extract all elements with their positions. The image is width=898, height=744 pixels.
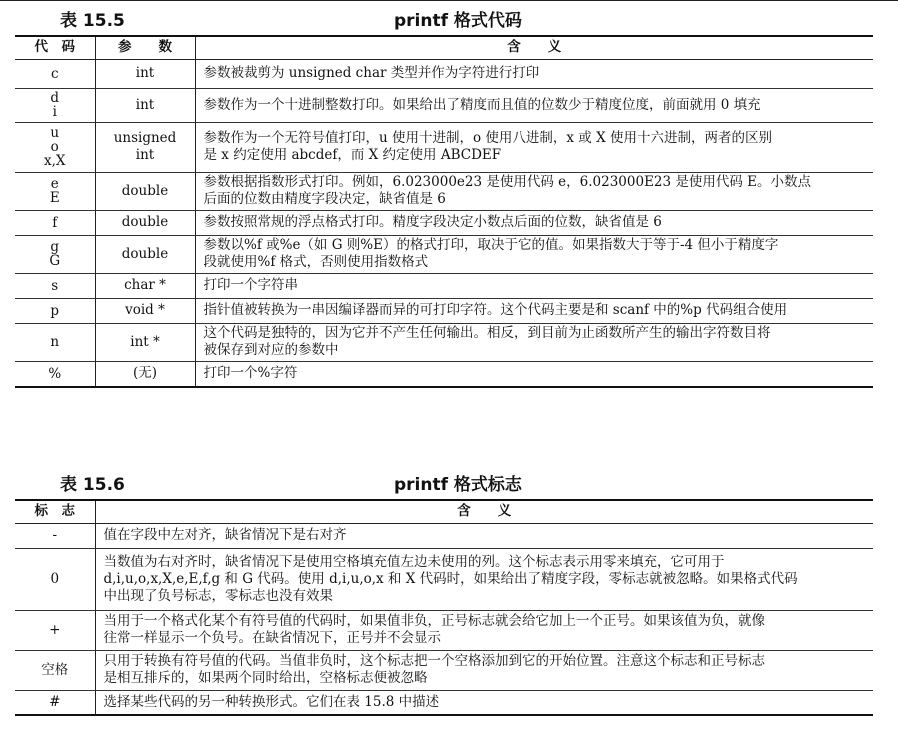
meaning-line: 段就使用%f 格式，否则使用指数格式 <box>203 254 429 270</box>
format-code: e <box>50 176 59 192</box>
format-code: G <box>49 253 61 269</box>
meaning-cell <box>95 523 873 548</box>
meaning-cell <box>195 122 873 172</box>
meaning-line: 选择某些代码的另一种转换形式。它们在表 15.8 中描述 <box>103 693 440 710</box>
table-row <box>15 210 873 235</box>
flag-cell: # <box>15 690 95 715</box>
header-code: 代 码 <box>15 36 95 59</box>
table-row <box>15 361 873 387</box>
meaning-cell <box>195 273 873 298</box>
meaning-line: 参数作为一个十进制整数打印。如果给出了精度而且值的位数少于精度位度，前面就用 0 填充 <box>203 96 761 113</box>
format-code: d <box>50 90 60 106</box>
arg-type-cell: (无) <box>95 361 195 387</box>
code-cell <box>15 298 95 323</box>
meaning-line: 后面的位数由精度字段决定，缺省值是 6 <box>203 191 446 207</box>
flag-cell: + <box>15 610 95 650</box>
code-cell <box>15 172 95 210</box>
header-arg: 参 数 <box>95 36 195 59</box>
table2-title: printf 格式标志 <box>394 475 522 495</box>
header-meaning: 含 义 <box>507 39 562 56</box>
header-flag: 标 志 <box>15 500 95 523</box>
table-row <box>15 172 873 210</box>
table2-header-row <box>15 500 873 523</box>
arg-type-cell: double <box>95 172 195 210</box>
format-code: % <box>48 365 62 382</box>
meaning-line: 参数以%f 或%e（如 G 则%E）的格式打印，取决于它的值。如果指数大于等于-4 但小于精度字 <box>203 237 779 253</box>
meaning-line: 指针值被转换为一串因编译器而异的可打印字符。这个代码主要是和 scanf 中的%p 代码组合使用 <box>203 302 788 318</box>
table-row <box>15 323 873 361</box>
meaning-cell <box>195 88 873 122</box>
meaning-line: 打印一个字符串 <box>203 277 298 293</box>
meaning-line: 往常一样显示一个负号。在缺省情况下，正号并不会显示 <box>103 630 441 646</box>
printf-format-codes-table <box>15 35 873 388</box>
meaning-line: 只用于转换有符号值的代码。当值非负时，这个标志把一个空格添加到它的开始位置。注意这个标志和正号标志 <box>103 653 765 669</box>
meaning-line: 这个代码是独特的，因为它并不产生任何输出。相反，到目前为止函数所产生的输出字符数目将 <box>203 325 771 341</box>
meaning-line: 参数按照常规的浮点格式打印。精度字段决定小数点后面的位数，缺省值是 6 <box>203 214 662 230</box>
table1-header-row <box>15 36 873 59</box>
format-code: i <box>52 104 57 120</box>
meaning-cell <box>95 650 873 690</box>
meaning-cell <box>195 298 873 323</box>
flag-cell: 0 <box>15 548 95 610</box>
table-row <box>15 273 873 298</box>
table2-number: 表 15.6 <box>60 475 125 495</box>
table-row <box>15 610 873 650</box>
table-row <box>15 88 873 122</box>
meaning-cell <box>95 690 873 715</box>
table-row <box>15 235 873 273</box>
format-code: n <box>50 334 60 350</box>
table1-title: printf 格式代码 <box>394 11 522 31</box>
arg-type-cell: char * <box>95 273 195 298</box>
meaning-line: 值在字段中左对齐，缺省情况下是右对齐 <box>103 527 347 543</box>
table-row <box>15 690 873 715</box>
header-meaning: 含 义 <box>457 503 512 520</box>
flag-cell: 空格 <box>15 650 95 690</box>
table-row <box>15 548 873 610</box>
arg-type-cell: int <box>95 59 195 88</box>
arg-type-cell: double <box>95 210 195 235</box>
code-cell <box>15 361 95 387</box>
table-row <box>15 650 873 690</box>
format-code: x,X <box>43 153 66 169</box>
arg-type-cell: int * <box>95 323 195 361</box>
meaning-line: d,i,u,o,x,X,e,E,f,g 和 G 代码。使用 d,i,u,o,x 和 X 代码时，如果给出了精度字段，零标志就被忽略。如果格式代码 <box>103 570 798 587</box>
arg-type-cell: int <box>95 88 195 122</box>
table-row <box>15 523 873 548</box>
meaning-cell <box>195 59 873 88</box>
format-code: E <box>49 190 60 206</box>
code-cell <box>15 59 95 88</box>
meaning-line: 是相互排斥的，如果两个同时给出，空格标志便被忽略 <box>103 670 428 686</box>
format-code: c <box>50 65 59 82</box>
meaning-line: 当用于一个格式化某个有符号值的代码时，如果值非负，正号标志就会给它加上一个正号。如果该值为负，就像 <box>103 613 765 629</box>
format-code: o <box>50 139 59 155</box>
meaning-cell <box>195 235 873 273</box>
meaning-line: 参数被裁剪为 unsigned char 类型并作为字符进行打印 <box>203 65 540 81</box>
table-row <box>15 59 873 88</box>
format-code: g <box>50 239 60 255</box>
format-code: f <box>52 214 58 231</box>
meaning-line: 当数值为右对齐时，缺省情况下是使用空格填充值左边未使用的列。这个标志表示用零来填充，它可用于 <box>103 553 725 570</box>
page-top-rule <box>0 0 898 1</box>
table1-number: 表 15.5 <box>60 11 125 31</box>
flag-cell: - <box>15 523 95 548</box>
meaning-cell <box>195 172 873 210</box>
meaning-line: 参数根据指数形式打印。例如，6.023000e23 是使用代码 e，6.023000E23 是使用代码 E。小数点 <box>203 174 812 190</box>
meaning-cell <box>195 210 873 235</box>
table-row <box>15 298 873 323</box>
arg-type-cell: void * <box>95 298 195 323</box>
meaning-cell <box>95 610 873 650</box>
meaning-line: 参数作为一个无符号值打印，u 使用十进制，o 使用八进制，x 或 X 使用十六进制，两者的区别 <box>203 130 773 146</box>
code-cell <box>15 235 95 273</box>
code-cell <box>15 323 95 361</box>
code-cell <box>15 122 95 172</box>
arg-type-cell: unsigned int <box>95 122 195 172</box>
meaning-line: 被保存到对应的参数中 <box>203 342 339 358</box>
meaning-line: 打印一个%字符 <box>203 365 298 382</box>
code-cell <box>15 273 95 298</box>
meaning-line: 是 x 约定使用 abcdef，而 X 约定使用 ABCDEF <box>203 147 502 163</box>
meaning-cell <box>195 361 873 387</box>
format-code: u <box>50 125 60 141</box>
code-cell <box>15 88 95 122</box>
arg-type-cell: double <box>95 235 195 273</box>
format-code: p <box>50 302 60 319</box>
meaning-cell <box>95 548 873 610</box>
meaning-line: 中出现了负号标志，零标志也没有效果 <box>103 587 333 604</box>
code-cell <box>15 210 95 235</box>
meaning-cell <box>195 323 873 361</box>
table-row <box>15 122 873 172</box>
format-code: s <box>51 277 59 294</box>
printf-format-flags-table <box>15 499 873 716</box>
